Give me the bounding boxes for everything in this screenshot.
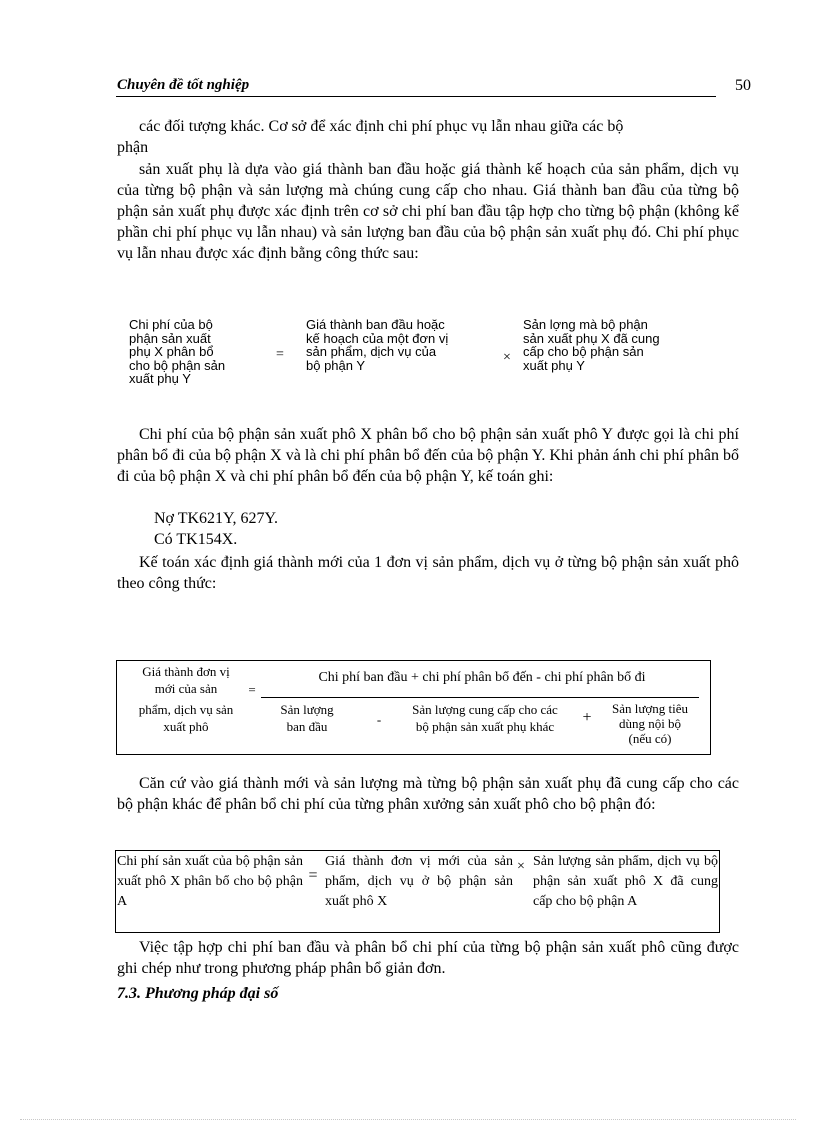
formula-2-denom-initial: Sản lượng ban đầu: [280, 702, 334, 734]
header-rule: [116, 96, 716, 97]
paragraph-2-next: Kế toán xác định giá thành mới của 1 đơn vị sản phẩm, dịch vụ ở từng bộ phận sản xuất phô theo công thức:: [117, 554, 739, 592]
formula-2-box: [116, 660, 711, 755]
formula-2-plus: +: [582, 709, 592, 726]
fraction-bar: [261, 697, 699, 698]
paragraph-3: Căn cứ vào giá thành mới và sản lượng mà từng bộ phận sản xuất phụ đã cung cấp cho các bộ phận khác để phân bổ chi phí của từng phân xưởng sản xuất phô cho bộ phận đó:: [117, 775, 739, 813]
formula-3-box: [115, 850, 720, 933]
formula-2-denom-supplied: Sản lượng cung cấp cho các bộ phận sản xuất phụ khác: [412, 702, 558, 734]
formula-1-middle: Giá thành ban đầu hoặc kế hoạch của một đơn vị sản phẩm, dịch vụ của bộ phận Y: [306, 317, 449, 373]
page-number: 50: [735, 77, 751, 94]
paragraph-2: Chi phí của bộ phận sản xuất phô X phân bổ cho bộ phận sản xuất phô Y được gọi là chi phí phân bổ đi của bộ phận X và là chi phí phân bổ đến của bộ phận Y. Khi phản ánh chi phí phân bổ đi của bộ phận X và chi phí phân bổ đến của bộ phận Y, kế toán ghi:: [117, 426, 739, 485]
journal-entry-credit: Có TK154X.: [154, 531, 238, 548]
header-title: Chuyên đề tốt nghiệp: [117, 77, 250, 93]
page-bottom-rule: [20, 1119, 796, 1120]
formula-1-right: Sản lợng mà bộ phận sản xuất phụ X đã cung cấp cho bộ phận sản xuất phụ Y: [523, 317, 660, 373]
intro-line-2: phận: [117, 139, 149, 156]
paragraph-4: Việc tập hợp chi phí ban đầu và phân bổ chi phí của từng bộ phận sản xuất phô cũng được ghi chép như trong phương pháp phân bổ giản đơn.: [117, 939, 739, 977]
formula-1-left: Chi phí của bộ phận sản xuất phụ X phân bổ cho bộ phận sản xuất phụ Y: [129, 317, 226, 386]
formula-1-equals: =: [276, 347, 284, 362]
intro-line-1: các đối tượng khác. Cơ sở để xác định chi phí phục vụ lẫn nhau giữa các bộ: [139, 118, 624, 135]
formula-2-equals: =: [248, 682, 256, 697]
formula-3-middle: Giá thành đơn vị mới của sản phẩm, dịch vụ ở bộ phận sản xuất phô X: [325, 854, 513, 909]
formula-2-denom-internal: Sản lượng tiêu dùng nội bộ (nếu có): [611, 701, 689, 746]
formula-3-left: Chi phí sản xuất của bộ phận sản xuất phô X phân bổ cho bộ phận A: [117, 854, 303, 909]
formula-2-left: Giá thành đơn vị mới của sản: [142, 664, 230, 696]
intro-paragraph: sản xuất phụ là dựa vào giá thành ban đầu hoặc giá thành kế hoạch của sản phẩm, dịch vụ của từng bộ phận và sản lượng mà chúng cung cấp cho nhau. Giá thành ban đầu của từng bộ phận sản xuất phụ được xác định trên cơ sở chi phí ban đầu tập hợp cho từng bộ phận (không kể phần chi phí phục vụ lẫn nhau) và sản lượng ban đầu của bộ phận sản xuất phụ đó. Chi phí phục vụ lẫn nhau được xác định bằng công thức sau:: [117, 161, 739, 262]
formula-3-equals: =: [308, 867, 318, 884]
formula-1-times: ×: [503, 350, 511, 365]
journal-entry-debit: Nợ TK621Y, 627Y.: [154, 510, 279, 527]
formula-2-numerator: Chi phí ban đầu + chi phí phân bổ đến - chi phí phân bổ đi: [318, 670, 646, 685]
section-heading: 7.3. Phương pháp đại số: [117, 985, 279, 1002]
formula-2-left-lower: phẩm, dịch vụ sản xuất phô: [138, 702, 234, 734]
formula-2-minus: -: [376, 712, 382, 727]
formula-3-right: Sản lượng sản phẩm, dịch vụ bộ phận sản xuất phô X đã cung cấp cho bộ phận A: [533, 854, 718, 909]
formula-3-times: ×: [517, 859, 525, 874]
